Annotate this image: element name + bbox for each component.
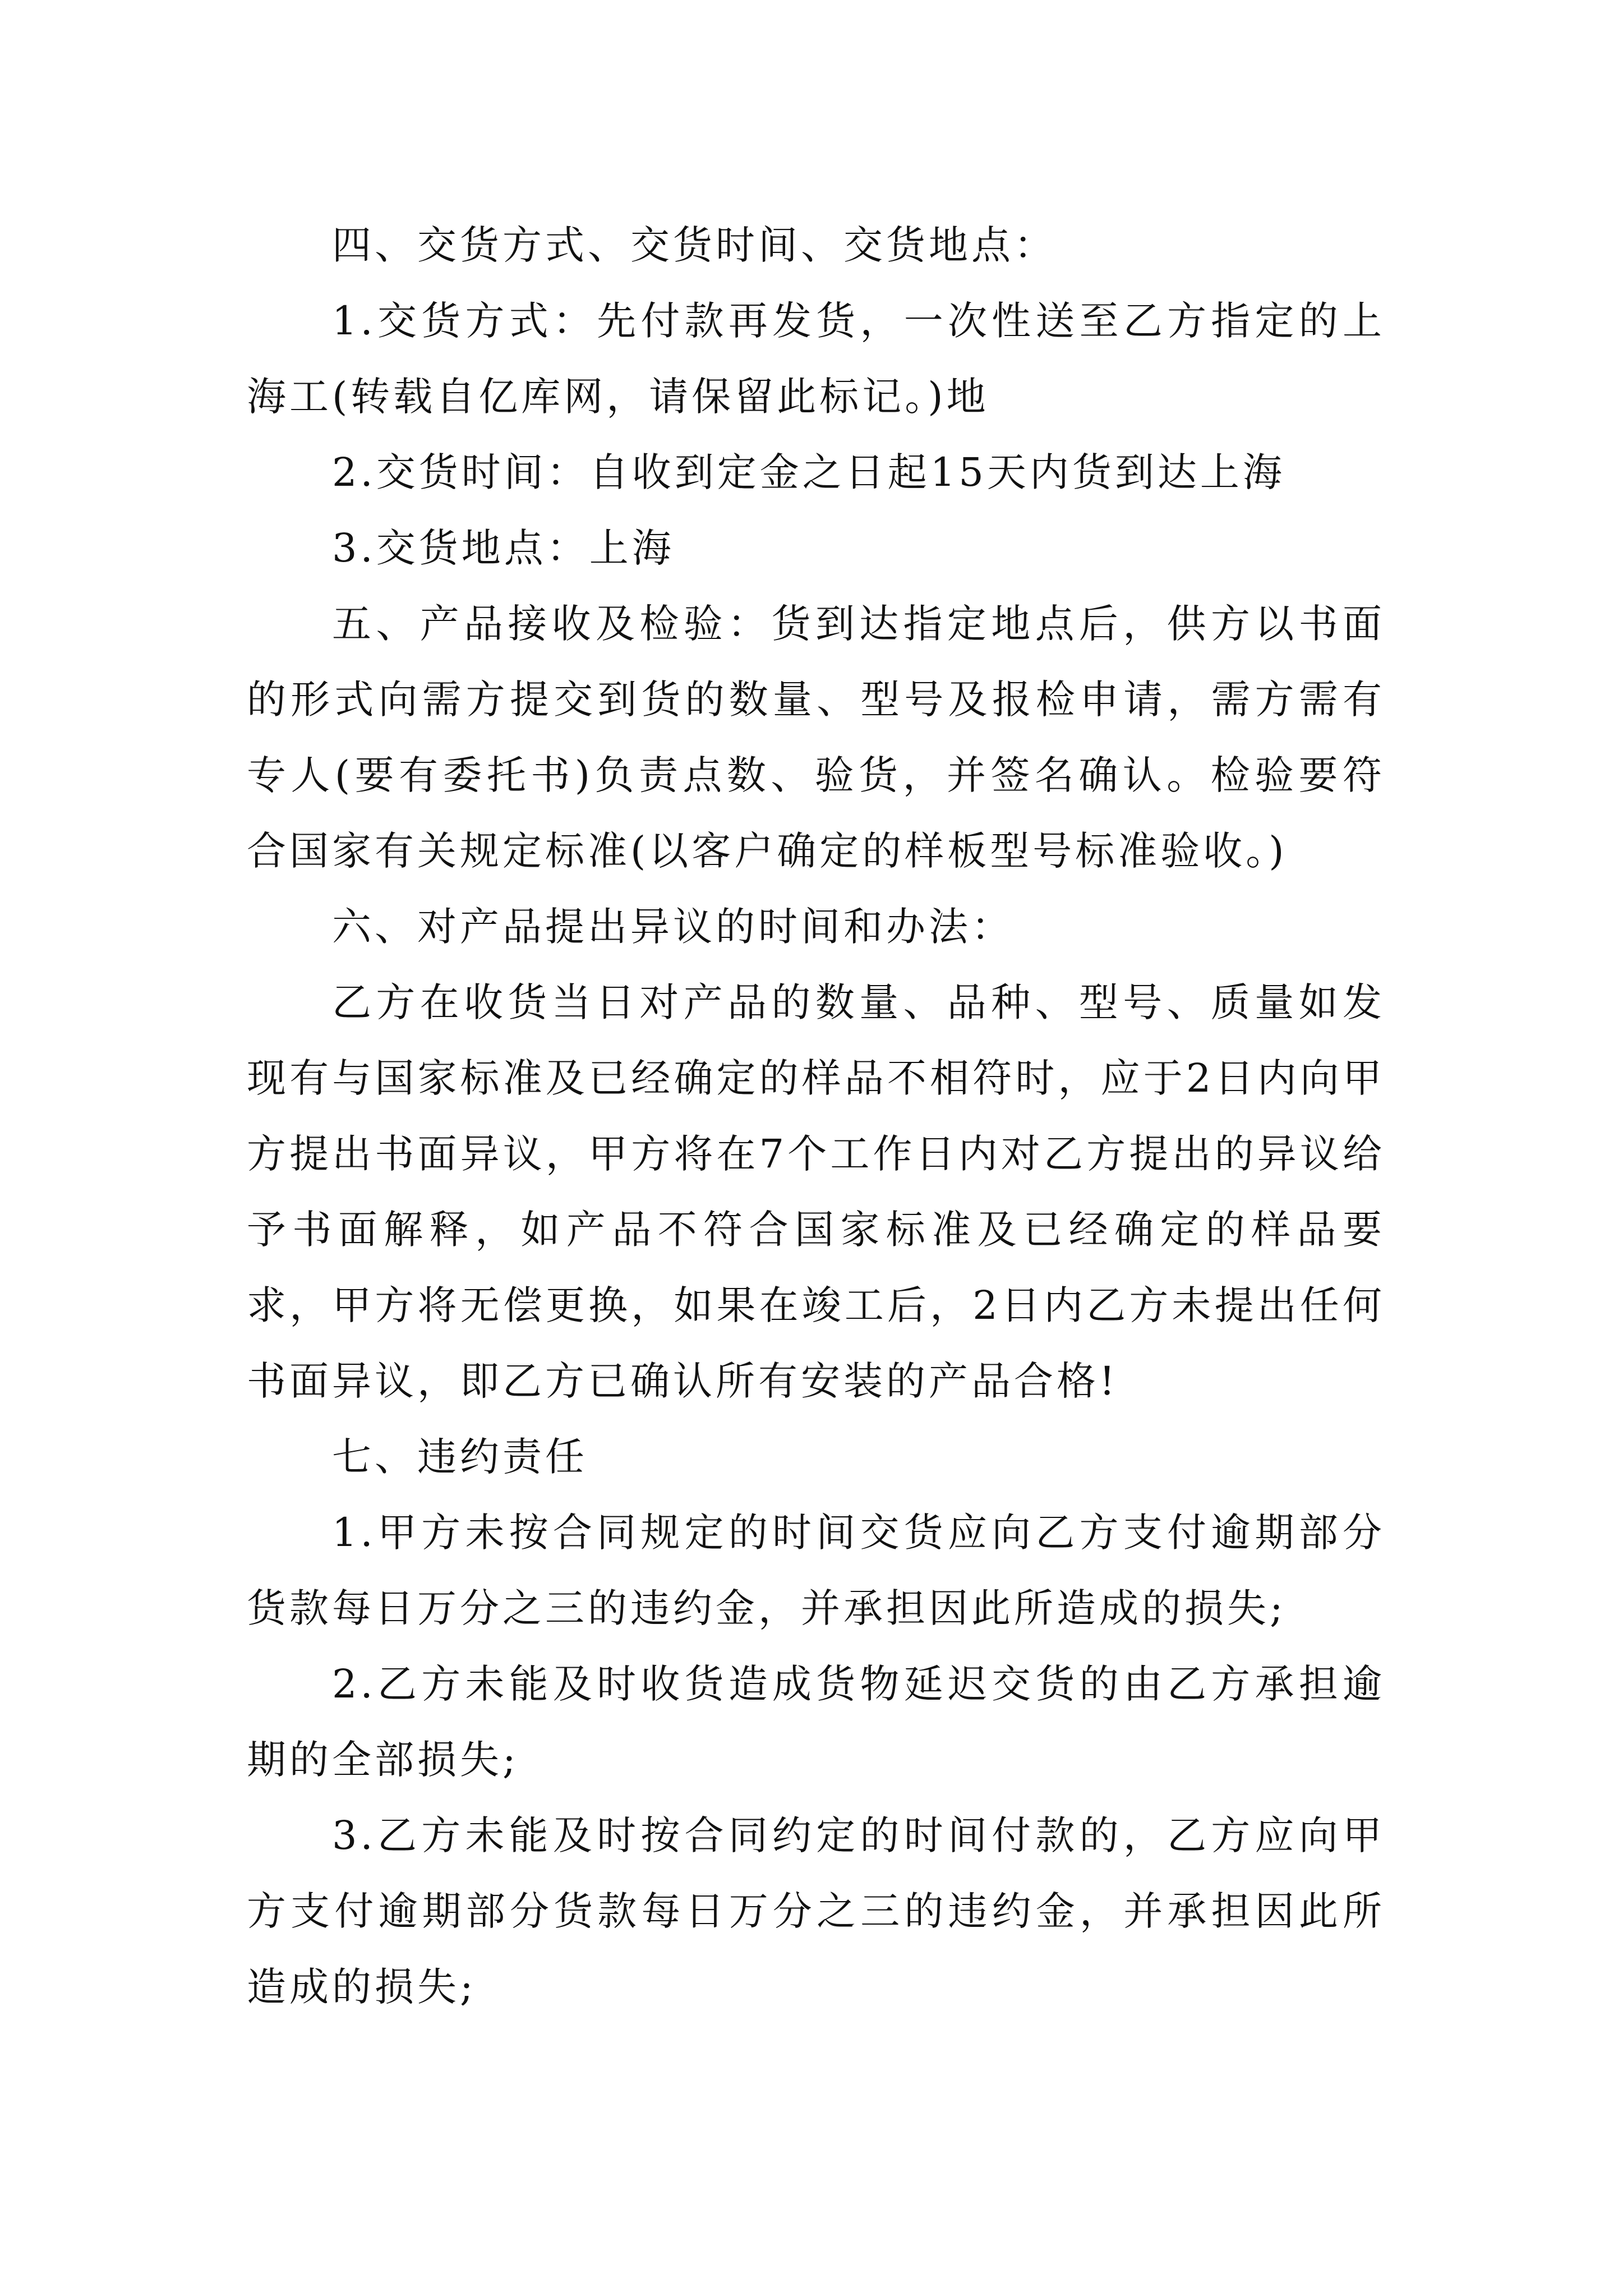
clause-delivery-method: 1.交货方式：先付款再发货，一次性送至乙方指定的上海工(转载自亿库网，请保留此标记。)地 [247,298,1385,420]
clause-delivery-place: 3.交货地点：上海 [332,525,675,571]
section-heading-delivery: 四、交货方式、交货时间、交货地点： [332,222,1057,268]
section-heading-objection: 六、对产品提出异议的时间和办法： [332,904,1014,950]
document-body [247,208,1385,2025]
clause-liability-1: 1.甲方未按合同规定的时间交货应向乙方支付逾期部分货款每日万分之三的违约金，并承担因此所造成的损失; [247,1510,1385,1631]
clause-objection: 乙方在收货当日对产品的数量、品种、型号、质量如发现有与国家标准及已经确定的样品不相符时，应于2日内向甲方提出书面异议，甲方将在7个工作日内对乙方提出的异议给予书面解释，如产品不符合国家标准及已经确定的样品要求，甲方将无偿更换，如果在竣工后，2日内乙方未提出任何书面异议，即乙方已确认所有安装的产品合格! [247,979,1385,1404]
section-heading-liability: 七、违约责任 [332,1434,588,1480]
clause-liability-2: 2.乙方未能及时收货造成货物延迟交货的由乙方承担逾期的全部损失; [247,1661,1385,1783]
clause-delivery-time: 2.交货时间：自收到定金之日起15天内货到达上海 [332,449,1285,495]
section-inspection: 五、产品接收及检验：货到达指定地点后，供方以书面的形式向需方提交到货的数量、型号及报检申请，需方需有专人(要有委托书)负责点数、验货，并签名确认。检验要符合国家有关规定标准(以客户确定的样板型号标准验收。) [247,601,1385,874]
clause-liability-3: 3.乙方未能及时按合同约定的时间付款的，乙方应向甲方支付逾期部分货款每日万分之三的违约金，并承担因此所造成的损失; [247,1812,1385,2010]
